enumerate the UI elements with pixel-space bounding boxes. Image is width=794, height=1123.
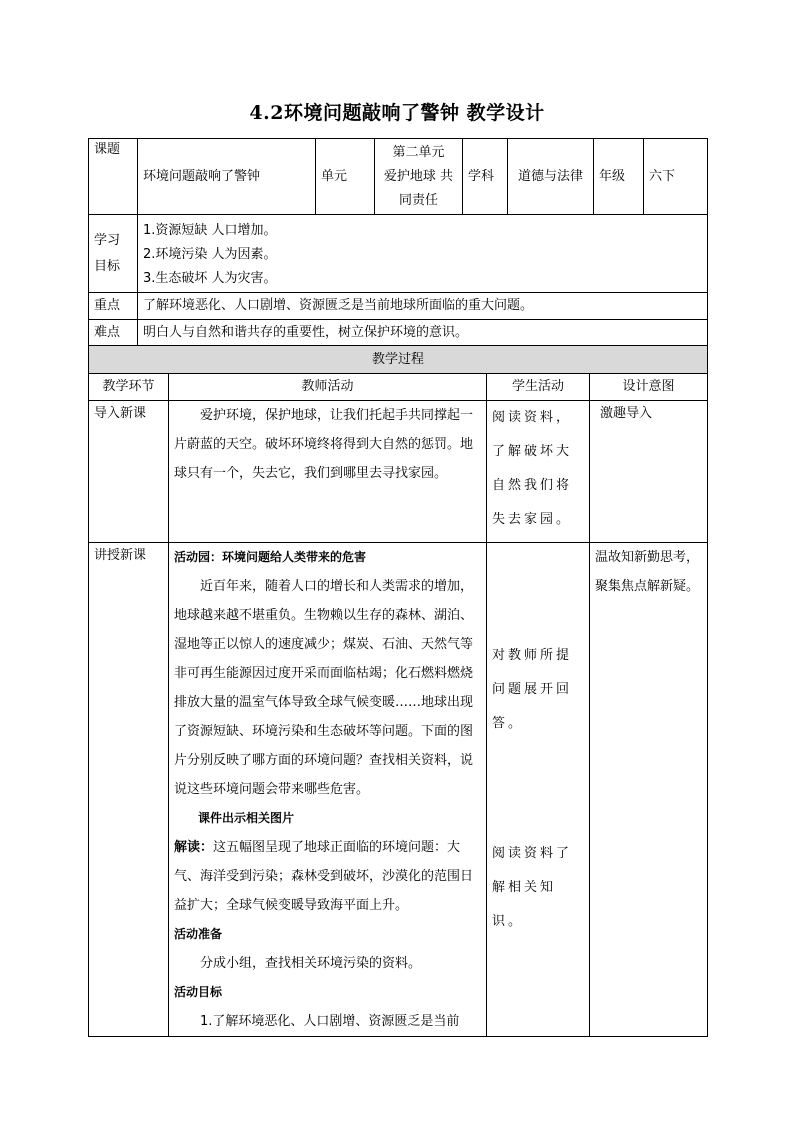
lesson-info-table xyxy=(88,138,708,347)
grade-value: 六下 xyxy=(644,139,708,215)
courseware-note: 课件出示相关图片 xyxy=(198,811,295,825)
intro-stage: 导入新课 xyxy=(89,401,169,543)
activity-paragraph: 近百年来，随着人口的增长和人类需求的增加，地球越来越不堪重负。生物赖以生存的森林、湖泊、湿地等正以惊人的速度减少；煤炭、石油、天然气等非可再生能源因过度开采而面临枯竭；化石燃料燃烧排放大量的温室气体导致全球气候变暖……地球出现了资源短缺、环境污染和生态破坏等问题。下面的图片分别反映了哪方面的环境问题？查找相关资料，说说这些环境问题会带来哪些危害。 xyxy=(174,579,474,797)
objectives-list xyxy=(138,215,708,293)
objectives-label: 学习 目标 xyxy=(89,215,138,293)
key-point-text: 了解环境恶化、人口剧增、资源匮乏是当前地球所面临的重大问题。 xyxy=(138,293,708,320)
lecture-student xyxy=(487,543,590,1037)
document-title: 4.2环境问题敲响了警钟 教学设计 xyxy=(249,102,545,124)
objective-item: 2.环境污染 人为因素。 xyxy=(143,247,277,262)
difficulty-text: 明白人与自然和谐共存的重要性，树立保护环境的意识。 xyxy=(138,320,708,347)
column-header-stage: 教学环节 xyxy=(89,374,169,401)
grade-label: 年级 xyxy=(594,139,644,215)
intro-teacher: 爱护环境，保护地球，让我们托起手共同撑起一片蔚蓝的天空。破坏环境终将得到大自然的惩罚。地球只有一个，失去它，我们到哪里去寻找家园。 xyxy=(169,401,487,543)
goal-text: 1.了解环境恶化、人口剧增、资源匮乏是当前 xyxy=(200,1014,460,1029)
explanation: 解读：这五幅图呈现了地球正面临的环境问题：大气、海洋受到污染；森林受到破坏，沙漠化的范围日益扩大；全球气候变暖导致海平面上升。 xyxy=(174,840,474,913)
column-header-teacher: 教师活动 xyxy=(169,374,487,401)
prep-text: 分成小组，查找相关环境污染的资料。 xyxy=(200,956,422,971)
unit-label: 单元 xyxy=(316,139,375,215)
objective-item: 3.生态破坏 人为灾害。 xyxy=(143,271,277,286)
lecture-teacher xyxy=(169,543,487,1037)
topic-row xyxy=(89,139,708,215)
topic-value: 环境问题敲响了警钟 xyxy=(138,139,316,215)
unit-value: 第二单元 爱护地球 共 同责任 xyxy=(375,139,463,215)
intro-student: 阅读资料，了解破坏大自然我们将失去家园。 xyxy=(487,401,590,543)
student-activity-1: 对教师所提问题展开回答。 xyxy=(492,648,573,731)
key-point-row xyxy=(89,293,708,320)
intro-row xyxy=(89,401,708,543)
intro-design: 激趣导入 xyxy=(590,401,708,543)
lecture-design: 温故知新勤思考，聚集焦点解新疑。 xyxy=(590,543,708,1037)
objective-item: 1.资源短缺 人口增加。 xyxy=(143,223,277,238)
column-header-student: 学生活动 xyxy=(487,374,590,401)
prep-title: 活动准备 xyxy=(174,927,223,941)
activity-title: 活动园：环境问题给人类带来的危害 xyxy=(174,550,367,564)
lecture-row xyxy=(89,543,708,1037)
key-point-label: 重点 xyxy=(89,293,138,320)
teaching-process-table xyxy=(88,345,708,1037)
column-header-design: 设计意图 xyxy=(590,374,708,401)
column-header-row xyxy=(89,374,708,401)
process-header-row xyxy=(89,346,708,374)
process-header: 教学过程 xyxy=(89,346,708,374)
student-activity-2: 阅读资料了解相关知识。 xyxy=(492,846,573,929)
difficulty-row xyxy=(89,320,708,347)
topic-label: 课题 xyxy=(89,139,138,215)
lecture-stage: 讲授新课 xyxy=(89,543,169,1037)
goal-title: 活动目标 xyxy=(174,985,223,999)
subject-label: 学科 xyxy=(463,139,508,215)
difficulty-label: 难点 xyxy=(89,320,138,347)
subject-value: 道德与法律 xyxy=(508,139,594,215)
objectives-row xyxy=(89,215,708,293)
